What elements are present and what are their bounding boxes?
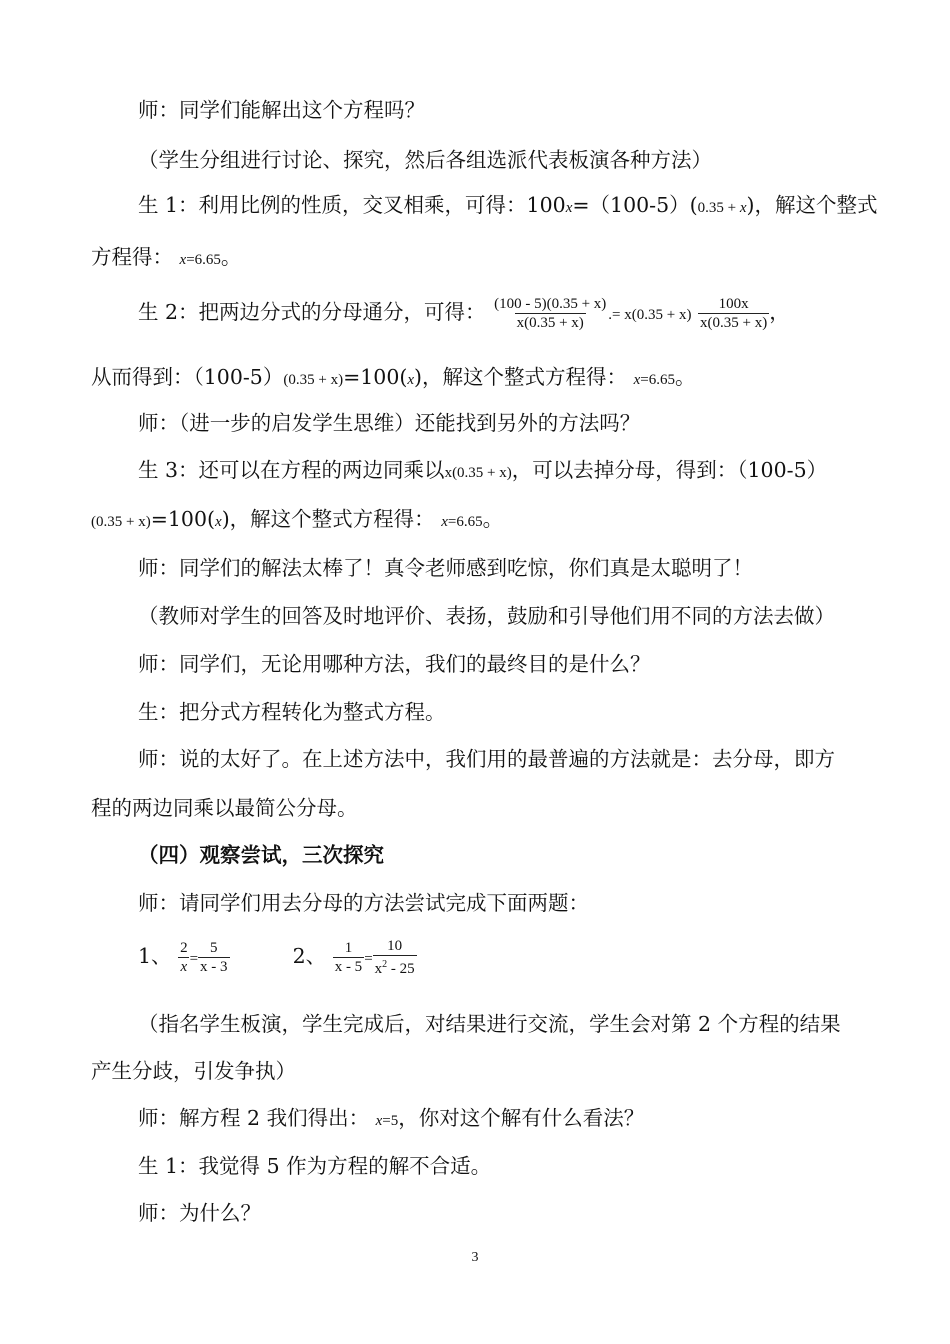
- problem-2-rhs: $\frac{10}{x^2 - 25}$: [374, 938, 415, 977]
- problem-1-rhs: $\frac{5}{x - 3}$: [200, 940, 228, 975]
- para-teacher-prompt: 师：（进一步的启发学生思维）还能找到另外的方法吗？: [138, 411, 641, 435]
- para-teacher-why: 师：为什么？: [138, 1201, 261, 1225]
- section-heading: （四）观察尝试，三次探究: [138, 843, 384, 867]
- para-teacher-summary-1: 师：说的太好了。在上述方法中，我们用的最普遍的方法就是：去分母，即方: [138, 747, 835, 771]
- problem-2-lhs: $\frac{1}{x - 5}$: [334, 940, 363, 975]
- para-student-answer: 生：把分式方程转化为整式方程。: [138, 700, 446, 724]
- para-group-discussion: （学生分组进行讨论、探究，然后各组选派代表板演各种方法）: [138, 148, 712, 172]
- para-student3-result: (0.35 + x)=100(x)，解这个整式方程得： x=6.65。: [91, 507, 504, 531]
- para-student2-method: 生 2：把两边分式的分母通分，可得： $\frac{(100 - 5)(0.35 + x)}{x(0.35 + x)}$ .= x(0.35 + x) $\frac{100x}{x(0.35 + x)}$ ，: [138, 296, 790, 331]
- exercise-problems: 1、 $\frac{2}{x}$ = $\frac{5}{x - 3}$ 2、 $\frac{1}{x - 5}$ = $\frac{10}{x^2 - 25}$: [138, 938, 415, 977]
- para-teacher-question: 师：同学们，无论用哪种方法，我们的最终目的是什么？: [138, 652, 651, 676]
- para-student1-method: 生 1：利用比例的性质，交叉相乘，可得：100x=（100-5）(0.35 + x)，解这个整式: [138, 193, 878, 217]
- para-teacher-solution: 师：解方程 2 我们得出： x=5，你对这个解有什么看法？: [138, 1106, 645, 1130]
- para-student1-opinion: 生 1：我觉得 5 作为方程的解不合适。: [138, 1154, 492, 1178]
- para-board-instruction-2: 产生分歧，引发争执）: [91, 1059, 296, 1083]
- para-student3-method: 生 3：还可以在方程的两边同乘以x(0.35 + x)，可以去掉分母，得到：（100-5）: [138, 458, 828, 482]
- para-teacher-summary-2: 程的两边同乘以最简公分母。: [91, 796, 358, 820]
- para-teacher-evaluation: （教师对学生的回答及时地评价、表扬，鼓励和引导他们用不同的方法去做）: [138, 604, 835, 628]
- para-student2-result: 从而得到：（100-5）(0.35 + x)=100(x)，解这个整式方程得： x=6.65。: [91, 365, 696, 389]
- para-board-instruction-1: （指名学生板演，学生完成后，对结果进行交流，学生会对第 2 个方程的结果: [138, 1012, 841, 1036]
- para-student1-result: 方程得： x=6.65。: [91, 245, 242, 269]
- problem-1-label: 1、: [138, 944, 172, 968]
- para-teacher-praise: 师：同学们的解法太棒了！真令老师感到吃惊，你们真是太聪明了！: [138, 556, 753, 580]
- problem-2-label: 2、: [292, 944, 327, 968]
- para-teacher-ask: 师：同学们能解出这个方程吗？: [138, 98, 425, 122]
- fraction-lhs: $\frac{(100 - 5)(0.35 + x)}{x(0.35 + x)}$: [494, 296, 607, 331]
- fraction-rhs: $\frac{100x}{x(0.35 + x)}$: [699, 296, 768, 331]
- para-teacher-exercise: 师：请同学们用去分母的方法尝试完成下面两题：: [138, 891, 589, 915]
- problem-1-lhs: $\frac{2}{x}$: [180, 940, 188, 975]
- page-number: 3: [471, 1250, 479, 1265]
